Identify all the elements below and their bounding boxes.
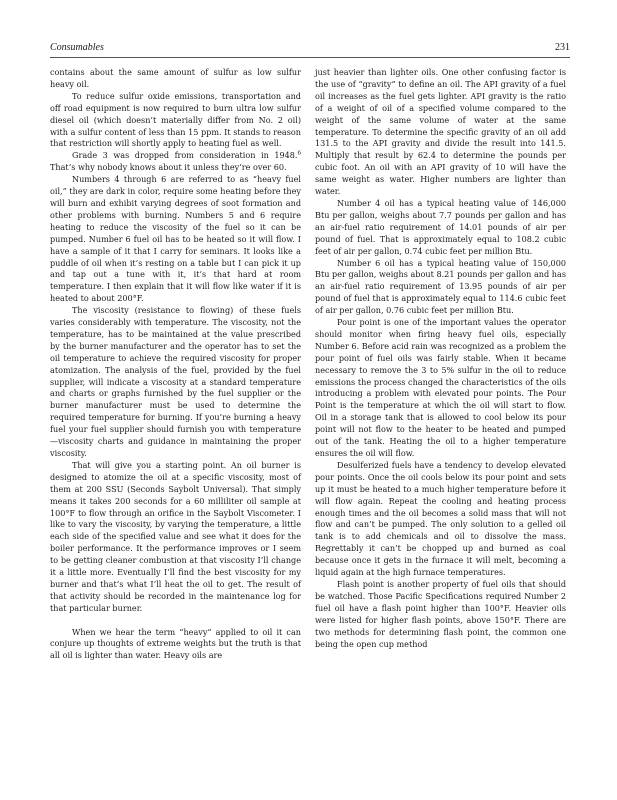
paragraph: Desulferized fuels have a tendency to develop elevated pour points. Once the oil cools below its pour point and sets up it must be heated to a much higher temperature before it will flow again. Repeat the cooling and heating process enough times and the oil becomes a solid mass that will not flow and can’t be pumped. The only solution to a gelled oil tank is to add chemicals and oil to dissolve the mass. Regrettably it can’t be chopped up and burned as coal because once it gets in the furnace it will melt, becoming a liquid again at the high furnace temperatures.	[315, 459, 566, 578]
right-column	[315, 67, 566, 650]
paragraph-text: That’s why nobody knows about it unless they’re over 60.	[50, 162, 287, 173]
paragraph: The viscosity (resistance to flowing) of these fuels varies considerably with temperature. The viscosity, not the temperature, has to be maintained at the value prescribed by the burner manufacturer and the operator has to set the oil temperature to achieve the required viscosity for proper atomization. The analysis of the fuel, provided by the fuel supplier, will indicate a viscosity at a standard temperature and charts or graphs furnished by the fuel supplier or the burner manufacturer must be used to determine the required temperature for burning. If you’re burning a heavy fuel your fuel supplier should furnish you with temperature—viscosity charts and guidance in maintaining the proper viscosity.	[50, 305, 301, 458]
paragraph: Numbers 4 through 6 are referred to as “heavy fuel oil,” they are dark in color, require some heating before they will burn and exhibit varying degrees of soot formation and other problems with burning. Numbers 5 and 6 require heating to reduce the viscosity of the fuel so it can be pumped. Number 6 fuel oil has to be heated so it will flow. I have a sample of it that I carry for seminars. It looks like a puddle of oil when it’s resting on a table but I can pick it up and tap out a tune with it, it’s that hard at room temperature. I then explain that it will flow like water if it is heated to about 200°F.	[50, 174, 301, 304]
paragraph: Number 4 oil has a typical heating value of 146,000 Btu per gallon, weighs about 7.7 pounds per gallon and has an air-fuel ratio requirement of 14.01 pounds of air per pound of fuel. That is approximately equal to 108.2 cubic feet of air per gallon, 0.74 cubic feet per million Btu.	[315, 197, 566, 256]
footnote-marker: 6	[297, 150, 301, 157]
paragraph: That will give you a starting point. An oil burner is designed to atomize the oil at a specific viscosity, most of them at 200 SSU (Seconds Saybolt Universal). That simply means it takes 200 seconds for a 60 milliliter oil sample at 100°F to flow through an orifice in the Saybolt Viscometer. I like to vary the viscosity, by varying the temperature, a little each side of the specified value and see what it does for the boiler performance. It the performance improves or I seem to be getting cleaner combustion at that viscosity I’ll change it a little more. Eventually I’ll find the best viscosity for my burner and that’s what I’ll heat the oil to get. The result of that activity should be recorded in the maintenance log for that particular burner.	[50, 459, 301, 613]
header-rule	[50, 57, 570, 58]
page-number: 231	[555, 42, 570, 53]
paragraph: Flash point is another property of fuel oils that should be watched. Those Pacific Specifications required Number 2 fuel oil have a flash point higher than 100°F. Heavier oils were listed for higher flash points, above 150°F. There are two methods for determining flash point, the common one being the open cup method	[315, 578, 566, 649]
paragraph-with-footnote	[50, 150, 301, 174]
running-header	[50, 42, 570, 56]
left-column	[50, 67, 301, 662]
paragraph-text: Grade 3 was dropped from consideration in 1948.	[72, 150, 298, 161]
paragraph: just heavier than lighter oils. One other confusing factor is the use of “gravity” to define an oil. The API gravity of a fuel oil increases as the fuel gets lighter. API gravity is the ratio of a weight of oil of a specified volume compared to the weight of the same volume of water at the same temperature. To determine the specific gravity of an oil add 131.5 to the API gravity and divide the result into 141.5. Multiply that result by 62.4 to determine the pounds per cubic foot. An oil with an API gravity of 10 will have the same weight as water. Higher numbers are lighter than water.	[315, 67, 566, 197]
paragraph: contains about the same amount of sulfur as low sulfur heavy oil.	[50, 67, 301, 89]
section-title: Consumables	[50, 42, 104, 53]
paragraph: To reduce sulfur oxide emissions, transportation and off road equipment is now required to burn ultra low sulfur diesel oil (which doesn’t materially differ from No. 2 oil) with a sulfur content of less than 15 ppm. It stands to reason that restriction will shortly apply to heating fuel as well.	[50, 90, 301, 149]
paragraph: Pour point is one of the important values the operator should monitor when firing heavy fuel oils, especially Number 6. Before acid rain was recognized as a problem the pour point of fuel oils was fairly stable. When it became necessary to remove the 3 to 5% sulfur in the oil to reduce emissions the process changed the characteristics of the oils introducing a problem with elevated pour points. The Pour Point is the temperature at which the oil will start to flow. Oil in a storage tank that is allowed to cool below its pour point will not flow to the heater to be heated and pumped out of the tank. Heating the oil to a higher temperature ensures the oil will flow.	[315, 317, 566, 458]
paragraph: Number 6 oil has a typical heating value of 150,000 Btu per gallon, weighs about 8.21 pounds per gallon and has an air-fuel ratio requirement of 13.95 pounds of air per pound of fuel that is approximately equal to 114.6 cubic feet of air per gallon, 0.76 cubic feet per million Btu.	[315, 257, 566, 316]
paragraph: When we hear the term “heavy” applied to oil it can conjure up thoughts of extreme weights but the truth is that all oil is lighter than water. Heavy oils are	[50, 626, 301, 661]
